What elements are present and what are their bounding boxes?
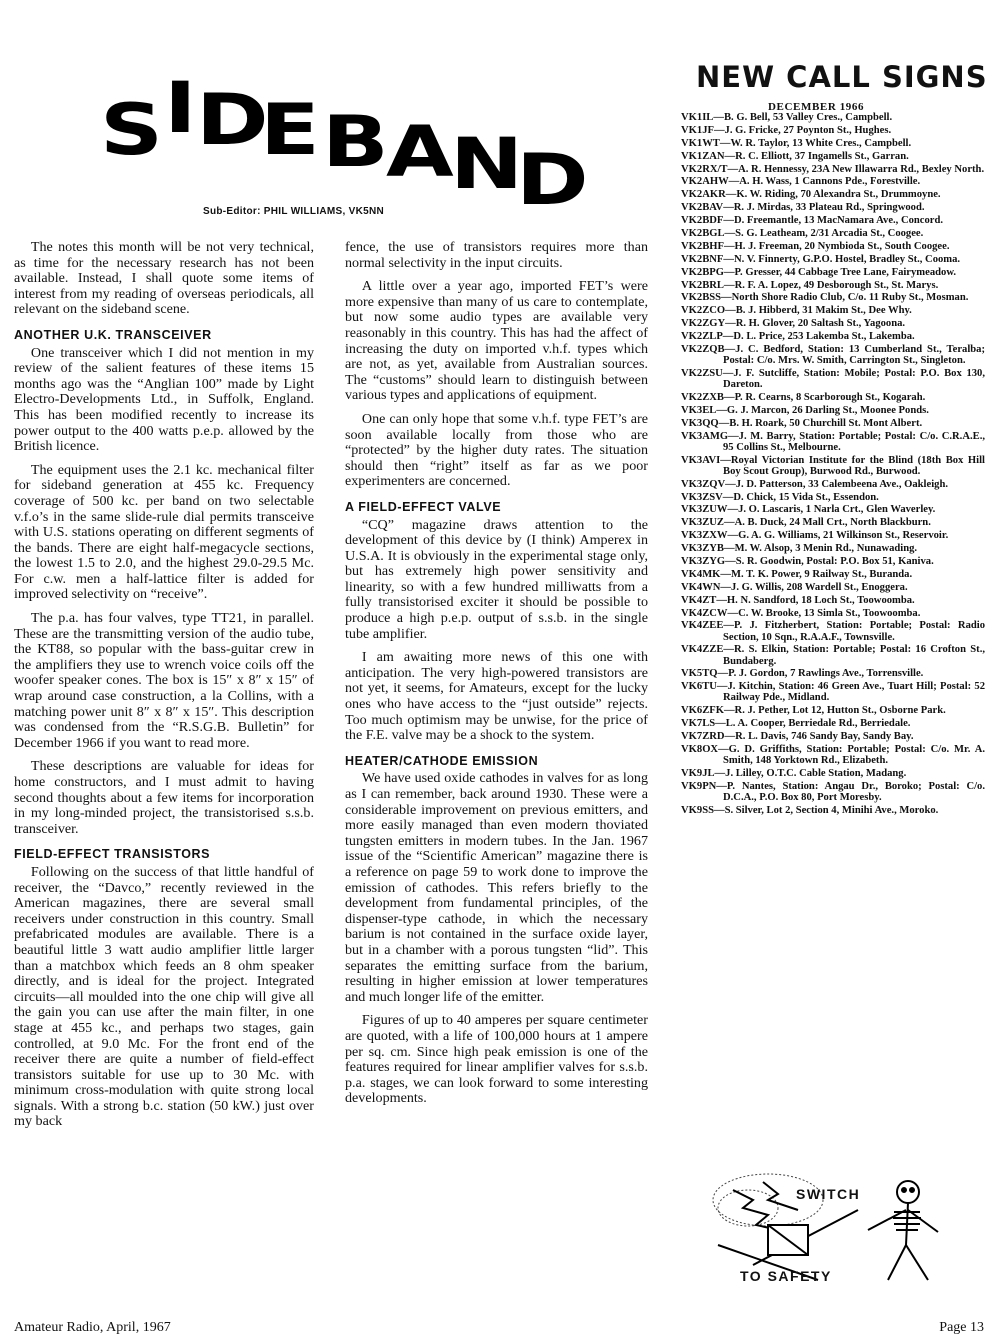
section-heading: FIELD-EFFECT TRANSISTORS — [14, 847, 211, 862]
section-heading: A FIELD-EFFECT VALVE — [345, 499, 502, 514]
call-sign-entry: VK2BAV—R. J. Mirdas, 33 Plateau Rd., Springwood. — [681, 202, 925, 214]
call-sign-entry: VK2AKR—K. W. Riding, 70 Alexandra St., Drummoyne. — [681, 189, 941, 201]
call-sign-entry: VK7LS—L. A. Cooper, Berriedale Rd., Berriedale. — [681, 718, 911, 730]
article-paragraph: The p.a. has four valves, type TT21, in parallel. These are the transmitting version of the audio tube, the KT88, so popular with the bass-guitar crew in the amplifiers they use to wrench voice coils off the woofer speaker cones. The box is 15″ x 8″ x 15″ of wrap around case construction, a la Collins, with a matching power unit 8″ x 8″ x 15″. This description was condensed from the “R.S.G.B. Bulletin” for December 1966 if you want to read more. — [14, 610, 314, 751]
call-sign-entry: VK2ZCO—B. J. Hibberd, 31 Makim St., Dee Why. — [681, 305, 912, 317]
call-sign-entry: VK3AMG—J. M. Barry, Station: Portable; Postal: C/o. C.R.A.E., 95 Collins St., Melbourne. — [681, 430, 985, 453]
article-paragraph: Figures of up to 40 amperes per square centimeter are quoted, with a life of 100,000 hours at 1 ampere per sq. cm. Since high peak emission is one of the features required for linear amplifier valves for s.s.b. p.a. stages, we can look forward to some interesting developments. — [345, 1012, 648, 1107]
call-sign-entry: VK2BNF—N. V. Finnerty, G.P.O. Hostel, Bradley St., Cooma. — [681, 253, 961, 265]
switch-to-safety-cartoon — [708, 1170, 970, 1295]
call-sign-entry: VK3EL—G. J. Marcon, 26 Darling St., Moonee Ponds. — [681, 404, 929, 416]
call-sign-entry: VK9PN—P. Nantes, Station: Angau Dr., Boroko; Postal: C/o. D.C.A., P.O. Box 80, Port Moresby. — [681, 780, 985, 803]
article-paragraph: One can only hope that some v.h.f. type FET’s are soon available locally from those who are “protected” by the higher duty rates. The situation should then “right” itself as far as we poor experimenters are concerned. — [345, 410, 648, 490]
call-sign-entry: VK1JF—J. G. Fricke, 27 Poynton St., Hughes. — [681, 124, 892, 136]
call-signs-month: DECEMBER 1966 — [768, 101, 865, 113]
page-number: Page 13 — [939, 1320, 984, 1335]
skeleton-icon — [868, 1181, 938, 1280]
call-sign-entry: VK3ZSV—D. Chick, 15 Vida St., Essendon. — [681, 491, 879, 503]
article-paragraph: “CQ” magazine draws attention to the development of this device by (I think) Amperex in U.S.A. It is obviously in the experimental stage only, but has extremely high power sensitivity and linearity, so with a few hundred milliwatts from a fully transistorised exciter it should be possible to produce a high p.e.p. output of s.s.b. in the single tube amplifier. — [345, 516, 648, 642]
call-sign-entry: VK2ZXB—P. R. Cearns, 8 Scarborough St., Kogarah. — [681, 392, 926, 403]
article-column-1 — [14, 240, 314, 1138]
call-sign-entry: VK2AHW—A. H. Wass, 1 Cannons Pde., Forestville. — [681, 176, 921, 188]
cartoon-top-label: SWITCH — [796, 1186, 861, 1202]
call-sign-entry: VK2BSS—North Shore Radio Club, C/o. 11 Ruby St., Mosman. — [681, 292, 969, 304]
call-sign-entry: VK2ZLP—D. L. Price, 253 Lakemba St., Lakemba. — [681, 331, 915, 343]
call-sign-entry: VK2BPG—P. Gresser, 44 Cabbage Tree Lane, Fairymeadow. — [681, 266, 957, 278]
masthead-letter: S — [100, 89, 161, 171]
sub-editor-credit: Sub-Editor: PHIL WILLIAMS, VK5NN — [203, 206, 385, 217]
call-sign-entry: VK4WN—J. G. Willis, 208 Wardell St., Enoggera. — [681, 581, 908, 593]
call-sign-entry: VK4ZEE—P. J. Fitzherbert, Station: Portable; Postal: Radio Section, 10 Sqn., R.A.A.F., Townsville. — [681, 620, 985, 643]
masthead-letter: E — [260, 89, 318, 171]
call-sign-entry: VK6TU—J. Kitchin, Station: 46 Green Ave., Tuart Hill; Postal: 52 Railway Pde., Midland. — [681, 681, 985, 704]
call-sign-entry: VK3ZQV—J. D. Patterson, 33 Calembeena Ave., Oakleigh. — [681, 478, 948, 490]
call-sign-entry: VK2BRL—R. F. A. Lopez, 49 Desborough St., St. Marys. — [681, 279, 939, 291]
call-sign-entry: VK1WT—W. R. Taylor, 13 White Cres., Campbell. — [681, 137, 912, 149]
call-sign-entry: VK3ZUW—J. O. Lascaris, 1 Narla Crt., Glen Waverley. — [681, 504, 936, 516]
call-sign-entry: VK2ZQB—J. C. Bedford, Station: 13 Cumberland St., Teralba; Postal: C/o. Mrs. W. Smith, Carrington St., Singleton. — [681, 344, 985, 367]
article-paragraph: The equipment uses the 2.1 kc. mechanical filter for sideband generation at 455 kc. Frequency coverage of 500 kc. per band on two selectable v.f.o’s in the same slide-rule dial permits transceive with U.S. stations operating on different segments of the bands. There are eight half-megacycle sections, the lowest 1.5 to 2.0, and the highest 29.0-29.5 Mc. For c.w. men a half-lattice filter is added for improved selectivity on “receive”. — [14, 461, 314, 603]
call-sign-entry: VK2ZSU—J. F. Sutcliffe, Station: Mobile; Postal: P.O. Box 130, Dareton. — [681, 368, 985, 391]
footer-publication: Amateur Radio, April, 1967 — [14, 1320, 171, 1335]
call-sign-entry: VK3ZYB—M. W. Alsop, 3 Menin Rd., Nunawading. — [681, 543, 918, 555]
call-signs-list — [681, 112, 985, 818]
section-heading: ANOTHER U.K. TRANSCEIVER — [14, 327, 212, 342]
call-sign-entry: VK9SS—S. Silver, Lot 2, Section 4, Minihi Ave., Moroko. — [681, 804, 939, 816]
call-sign-entry: VK9JL—J. Lilley, O.T.C. Cable Station, Madang. — [681, 767, 907, 779]
article-paragraph: A little over a year ago, imported FET’s were more expensive than many of us care to contemplate, but now some audio types are available very reasonably in this country. This has had the affect of increasing the duty on imported v.h.f. types which are not, as yet, available from Australian sources. The “customs” should learn to distinguish between various types and applications of equipment. — [345, 278, 648, 404]
call-sign-entry: VK3ZYG—S. R. Goodwin, Postal: P.O. Box 51, Kaniva. — [681, 555, 934, 567]
call-sign-entry: VK4ZT—H. N. Sandford, 18 Loch St., Toowoomba. — [681, 594, 915, 606]
call-sign-entry: VK3ZUZ—A. B. Duck, 24 Mall Crt., North Blackburn. — [681, 517, 931, 529]
masthead-letter: D — [196, 79, 267, 161]
article-paragraph: The notes this month will be not very technical, as time for the necessary research has not been available. Instead, I shall quote some items of interest from my reading of overseas periodicals, all relevant on the sideband scene. — [14, 239, 314, 318]
article-column-2 — [345, 240, 648, 1115]
article-paragraph: We have used oxide cathodes in valves for as long as I can remember, back around 1930. These were a considerable improvement on previous emitters, and more easily managed than even modern thoviated tungsten emitters in modern tubes. In the Jan. 1967 issue of the “Scientific American” magazine there is a reference on page 59 to work done to improve the emission of cathodes. This refers briefly to the development from fundamental principles, of the dispenser-type cathode, in which the necessary barium is not contained in the surface oxide layer, but in a chamber with a porous tungsten “lid”. This separates the emitting surface from the barium, resulting in higher emission at lower temperatures and much longer life of the emitter. — [345, 770, 648, 1005]
masthead-letter: B — [322, 101, 387, 183]
call-sign-entry: VK6ZFK—R. J. Pether, Lot 12, Hutton St., Osborne Park. — [681, 705, 946, 717]
call-sign-entry: VK1IL—B. G. Bell, 53 Valley Cres., Campbell. — [681, 112, 893, 123]
call-sign-entry: VK3ZXW—G. A. G. Williams, 21 Wilkinson St., Reservoir. — [681, 530, 949, 542]
call-sign-entry: VK2BGL—S. G. Leatheam, 2/31 Arcadia St., Coogee. — [681, 228, 924, 240]
call-sign-entry: VK1ZAN—R. C. Elliott, 37 Ingamells St., Garran. — [681, 150, 909, 162]
call-sign-entry: VK7ZRD—R. L. Davis, 746 Sandy Bay, Sandy Bay. — [681, 731, 914, 743]
call-sign-entry: VK2ZGY—R. H. Glover, 20 Saltash St., Yagoona. — [681, 318, 906, 330]
article-paragraph: One transceiver which I did not mention in my review of the salient features of these items 15 months ago was the “Anglian 100” made by Light Electro-Developments Ltd., in Suffolk, England. This has been modified recently to increase its power output to the 400 watts p.e.p. allowed by the British licence. — [14, 344, 314, 455]
call-sign-entry: VK3QQ—B. H. Roark, 50 Churchill St. Mont Albert. — [681, 417, 923, 429]
article-paragraph: I am awaiting more news of this one with anticipation. The very high-powered transistors are not yet, it seems, for Amateurs, except for the lucky ones who have access to the “just outside” rejects. Too much optimism may be unwise, for the price of the F.E. valve may be a shock to the system. — [345, 649, 648, 744]
masthead-letter: N — [450, 123, 521, 205]
call-sign-entry: VK2RX/T—A. R. Hennessy, 23A New Illawarra Rd., Bexley North. — [681, 163, 985, 175]
masthead-letter: A — [386, 111, 452, 193]
article-paragraph: Following on the success of that little handful of receiver, the “Davco,” recently reviewed in the American magazines, there are several small receivers under construction in this country. Small prefabricated modules are available. There is a beautiful little 3 watt audio amplifier little larger than a matchbox which feeds an 8 ohm speaker directly, and is ideal for the project. Integrated circuits—all moulded into the one chip will give all the gain you can use after the main filter, in one stage at 455 kc., and perhaps two stages, gain controlled, at 9.0 Mc. For the front end of the receiver there are quite a number of field-effect transistors suitable for use up to 30 Mc. with minimum cross-modulation with quite strong local signals. With a strong b.c. station (50 kW.) just over my back — [14, 863, 314, 1130]
call-sign-entry: VK2BHF—H. J. Freeman, 20 Nymbioda St., South Coogee. — [681, 240, 950, 252]
call-sign-entry: VK4ZZE—R. S. Elkin, Station: Portable; Postal: 16 Crofton St., Bundaberg. — [681, 644, 985, 667]
article-paragraph: These descriptions are valuable for ideas for home constructors, and I must admit to having second thoughts about a few items for incorporation in my long-minded project, the transistorised s.s.b. transceiver. — [14, 758, 314, 837]
call-sign-entry: VK4MK—M. T. K. Power, 9 Railway St., Buranda. — [681, 568, 913, 580]
section-heading: HEATER/CATHODE EMISSION — [345, 753, 539, 768]
call-sign-entry: VK8OX—G. D. Griffiths, Station: Portable; Postal: C/o. Mr. A. Smith, 148 Yorktown Rd., Elizabeth. — [681, 743, 985, 767]
masthead-letter: I — [164, 67, 195, 149]
call-signs-title: NEW CALL SIGNS — [696, 60, 988, 94]
cartoon-bottom-label: TO SAFETY — [740, 1268, 832, 1284]
call-sign-entry: VK4ZCW—C. W. Brooke, 13 Simla St., Toowoomba. — [681, 607, 921, 619]
article-paragraph: fence, the use of transistors requires more than normal selectivity in the input circuits. — [345, 239, 648, 271]
call-sign-entry: VK3AVI—Royal Victorian Institute for the Blind (18th Box Hill Boy Scout Group), Burwood Rd., Burwood. — [681, 454, 985, 477]
call-sign-entry: VK5TQ—P. J. Gordon, 7 Rawlings Ave., Torrensville. — [681, 668, 924, 680]
masthead-letter: D — [516, 139, 587, 221]
call-sign-entry: VK2BDF—D. Freemantle, 13 MacNamara Ave., Concord. — [681, 215, 944, 227]
